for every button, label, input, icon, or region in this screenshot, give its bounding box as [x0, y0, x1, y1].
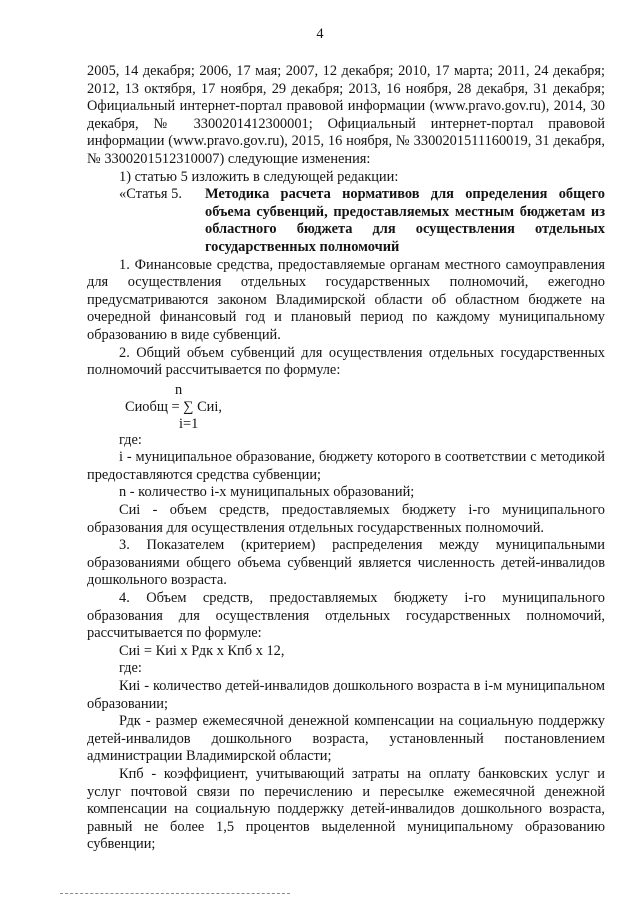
article-heading: [87, 186, 605, 256]
article-number: «Статья 5.: [119, 186, 182, 203]
page-number: 4: [316, 26, 324, 42]
total-subvention-formula: [87, 382, 605, 432]
municipal-subvention-formula: Сиi = Киi х Рдк х Кпб х 12,: [119, 642, 285, 659]
definition-si: Сиi - объем средств, предоставляемых бюджету i-го муниципального образования для осуществления отдельных государственных полномочий.: [87, 502, 605, 536]
scan-footer-artifact: [60, 893, 290, 894]
definition-n: n - количество i-х муниципальных образований;: [119, 484, 415, 501]
intro-paragraph: 2005, 14 декабря; 2006, 17 мая; 2007, 12 декабря; 2010, 17 марта; 2011, 24 декабря; 2012, 13 октября, 17 ноября, 29 декабря; 2013, 16 ноября, 28 декабря, 31 декабря; Официальный интернет-портал правовой информации (www.pravo.gov.ru), 2014, 30 декабря, № 3300201412300001; Официальный интернет-портал правовой информации (www.pravo.gov.ru), 2015, 16 ноября, № 3300201511160019, 31 декабря, № 3300201512310007) следующие изменения:: [87, 63, 605, 167]
formula-sum-expression: Сиобщ = ∑ Сиi,: [125, 398, 222, 415]
paragraph-4: 4. Объем средств, предоставляемых бюджету i-го муниципального образования для осуществления отдельных государственных полномочий, рассчитывается по формуле:: [87, 590, 605, 642]
article-title: Методика расчета нормативов для определения общего объема субвенций, предоставляемых местным бюджетам из областного бюджета для осуществления отдельных государственных полномочий: [205, 186, 605, 255]
paragraph-3: 3. Показателем (критерием) распределения между муниципальными образованиями общего объема субвенций является численность детей-инвалидов дошкольного возраста.: [87, 537, 605, 589]
definition-i: i - муниципальное образование, бюджету которого в соответствии с методикой предоставляются средства субвенции;: [87, 449, 605, 483]
where-label-2: где:: [119, 660, 142, 677]
definition-ki: Киi - количество детей-инвалидов дошкольного возраста в i-м муниципальном образовании;: [87, 678, 605, 712]
definition-kpb: Кпб - коэффициент, учитывающий затраты на оплату банковских услуг и услуг почтовой связи по перечислению и пересылке ежемесячной денежной компенсации на социальную поддержку детей-инвалидов дошкольного возраста, равный не более 1,5 процентов выделенной муниципальному образованию субвенции;: [87, 765, 605, 853]
formula-sum-lower-limit: i=1: [179, 415, 199, 432]
definition-rdk: Рдк - размер ежемесячной денежной компенсации на социальную поддержку детей-инвалидов дошкольного возраста, установленный постановлением администрации Владимирской области;: [87, 713, 605, 765]
formula-sum-upper-limit: n: [175, 381, 183, 398]
item-1-paragraph: 1) статью 5 изложить в следующей редакции:: [119, 168, 399, 185]
where-label-1: где:: [119, 431, 142, 448]
paragraph-2: 2. Общий объем субвенций для осуществления отдельных государственных полномочий рассчитывается по формуле:: [87, 344, 605, 379]
paragraph-1: 1. Финансовые средства, предоставляемые органам местного самоуправления для осуществления отдельных государственных полномочий, ежегодно предусматриваются законом Владимирской области об областном бюджете на очередной финансовый год и плановый период по каждому муниципальному образованию в виде субвенций.: [87, 256, 605, 343]
document-body: [87, 63, 605, 854]
